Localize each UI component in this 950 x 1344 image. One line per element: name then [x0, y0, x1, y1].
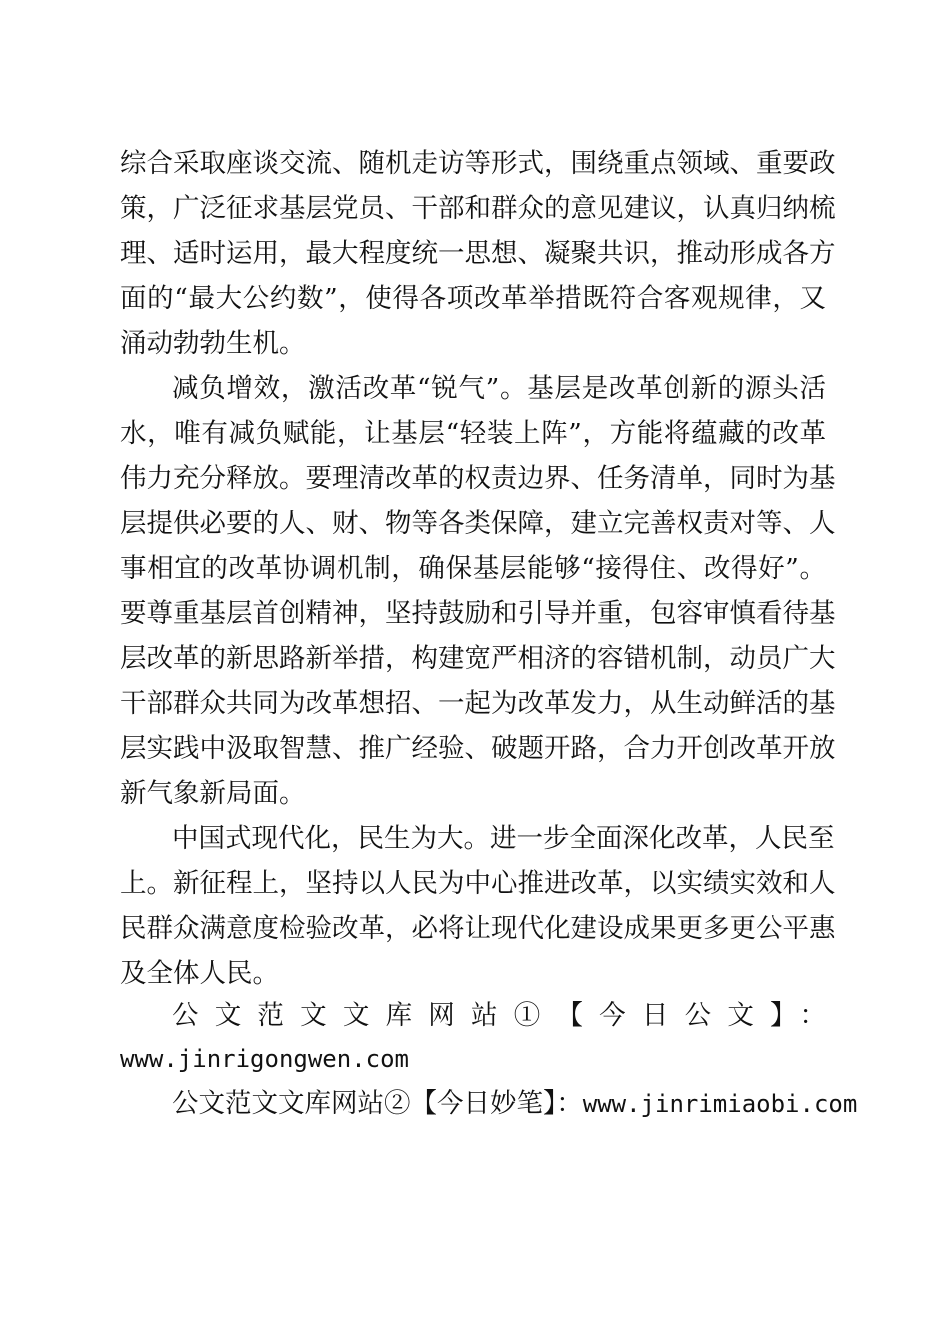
paragraph-2-line-1: 减负增效，激活改革“锐气”。基层是改革创新的源头活 [172, 373, 826, 404]
paragraph-2-line-8: 干部群众共同为改革想招、一起为改革发力，从生动鲜活的基 [120, 688, 836, 719]
paragraph-2-line-4: 层提供必要的人、财、物等各类保障，建立完善权责对等、人 [120, 508, 836, 539]
paragraph-1-line-5: 涌动勃勃生机。 [120, 328, 306, 359]
paragraph-2-line-7: 层改革的新思路新举措，构建宽严相济的容错机制，动员广大 [120, 643, 836, 674]
paragraph-2-line-6: 要尊重基层首创精神，坚持鼓励和引导并重，包容审慎看待基 [120, 598, 836, 629]
paragraph-3-line-2: 上。新征程上，坚持以人民为中心推进改革，以实绩实效和人 [120, 868, 836, 899]
paragraph-3-line-4: 及全体人民。 [120, 958, 279, 989]
paragraph-2-line-5: 事相宜的改革协调机制，确保基层能够“接得住、改得好”。 [120, 553, 826, 584]
site-2-url[interactable]: www.jinrimiaobi.com [582, 1090, 858, 1118]
site-2-line [172, 1084, 858, 1124]
paragraph-1-line-4: 面的“最大公约数”，使得各项改革举措既符合客观规律，又 [120, 283, 826, 314]
paragraph-2-line-3: 伟力充分释放。要理清改革的权责边界、任务清单，同时为基 [120, 463, 836, 494]
site-1-label: 公文范文文库网站①【今日公文】： [172, 1000, 826, 1031]
paragraph-2-line-10: 新气象新局面。 [120, 778, 306, 809]
paragraph-3-line-1: 中国式现代化，民生为大。进一步全面深化改革，人民至 [172, 823, 835, 854]
paragraph-2-line-2: 水，唯有减负赋能，让基层“轻装上阵”，方能将蕴藏的改革 [120, 418, 826, 449]
paragraph-2-line-9: 层实践中汲取智慧、推广经验、破题开路，合力开创改革开放 [120, 733, 836, 764]
site-1-url[interactable]: www.jinrigongwen.com [120, 1045, 409, 1073]
paragraph-1-line-2: 策，广泛征求基层党员、干部和群众的意见建议，认真归纳梳 [120, 193, 836, 224]
paragraph-1-line-1: 综合采取座谈交流、随机走访等形式，围绕重点领域、重要政 [120, 148, 836, 179]
paragraph-1-line-3: 理、适时运用，最大程度统一思想、凝聚共识，推动形成各方 [120, 238, 836, 269]
paragraph-3-line-3: 民群众满意度检验改革，必将让现代化建设成果更多更公平惠 [120, 913, 836, 944]
site-2-label: 公文范文文库网站②【今日妙笔】： [172, 1088, 583, 1119]
